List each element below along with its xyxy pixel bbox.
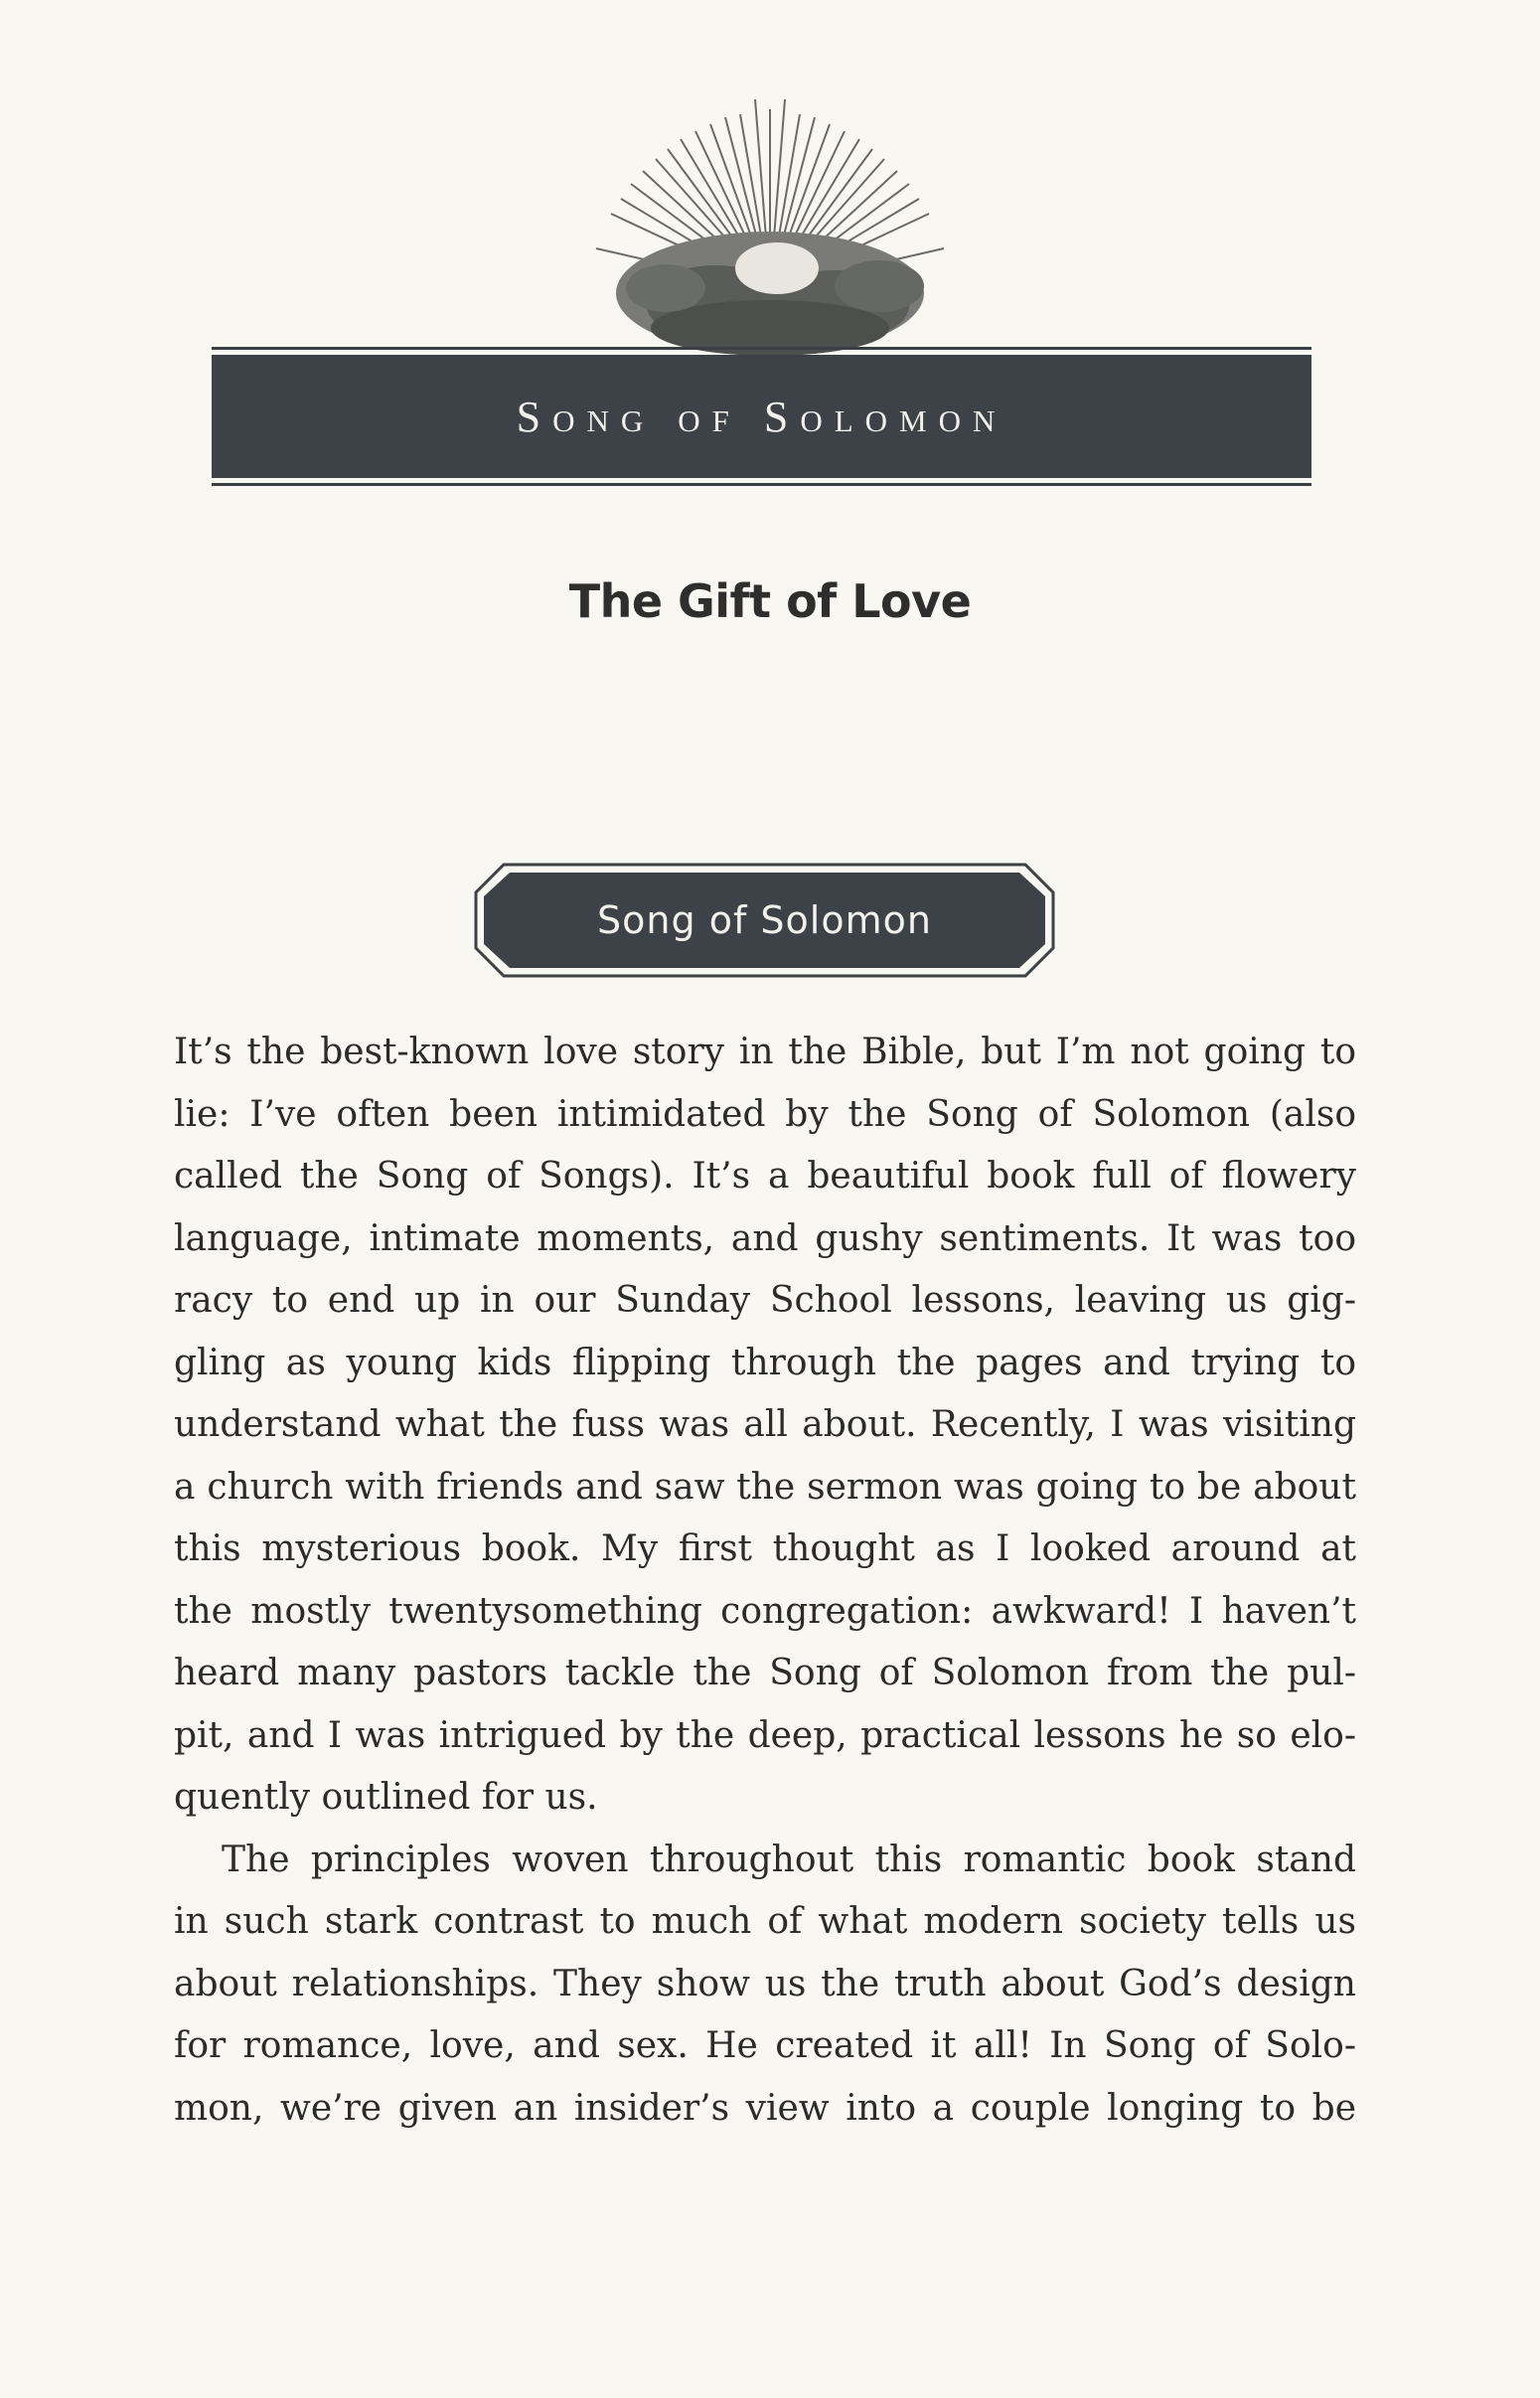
banner-top-rule <box>212 347 1311 350</box>
text-line: lie: I’ve often been intimidated by the Song of Solomon (also <box>174 1093 1356 1135</box>
section-label: Song of Solomon <box>597 898 932 942</box>
paragraph-1 <box>174 1022 1356 1830</box>
sunburst-ornament-icon <box>517 89 1023 358</box>
book-title: Song of Solomon <box>516 392 1007 441</box>
text-line: language, intimate moments, and gushy sentiments. It was too <box>174 1217 1356 1259</box>
text-line: racy to end up in our Sunday School lessons, leaving us gig- <box>174 1280 1356 1321</box>
text-line: gling as young kids flipping through the pages and trying to <box>174 1342 1356 1383</box>
text-line: understand what the fuss was all about. Recently, I was visiting <box>174 1404 1356 1445</box>
text-line: this mysterious book. My first thought as I looked around at <box>174 1528 1356 1569</box>
text-line: It’s the best-known love story in the Bible, but I’m not going to <box>174 1032 1356 1072</box>
text-line: in such stark contrast to much of what modern society tells us <box>174 1901 1356 1942</box>
text-line: the mostly twentysomething congregation: awkward! I haven’t <box>174 1590 1356 1632</box>
text-line: The principles woven throughout this romantic book stand <box>222 1838 1356 1880</box>
text-line: quently outlined for us. <box>174 1777 598 1818</box>
text-line: called the Song of Songs). It’s a beautiful book full of flowery <box>174 1156 1356 1197</box>
text-line: a church with friends and saw the sermon was going to be about <box>174 1466 1356 1508</box>
text-line: for romance, love, and sex. He created it all! In Song of Solo- <box>174 2025 1356 2066</box>
paragraph-2 <box>174 1830 1356 2141</box>
text-line: mon, we’re given an insider’s view into a couple longing to be <box>174 2087 1356 2129</box>
banner-bottom-rule <box>212 483 1311 486</box>
text-line: about relationships. They show us the truth about God’s design <box>174 1963 1356 2004</box>
banner-body <box>212 355 1311 478</box>
chapter-title: The Gift of Love <box>568 574 972 628</box>
text-line: heard many pastors tackle the Song of Solomon from the pul- <box>174 1653 1356 1693</box>
book-title-banner <box>212 347 1311 486</box>
section-label-badge <box>474 863 1055 978</box>
body-text <box>174 1022 1356 2140</box>
text-line: pit, and I was intrigued by the deep, practical lessons he so elo- <box>174 1714 1356 1756</box>
